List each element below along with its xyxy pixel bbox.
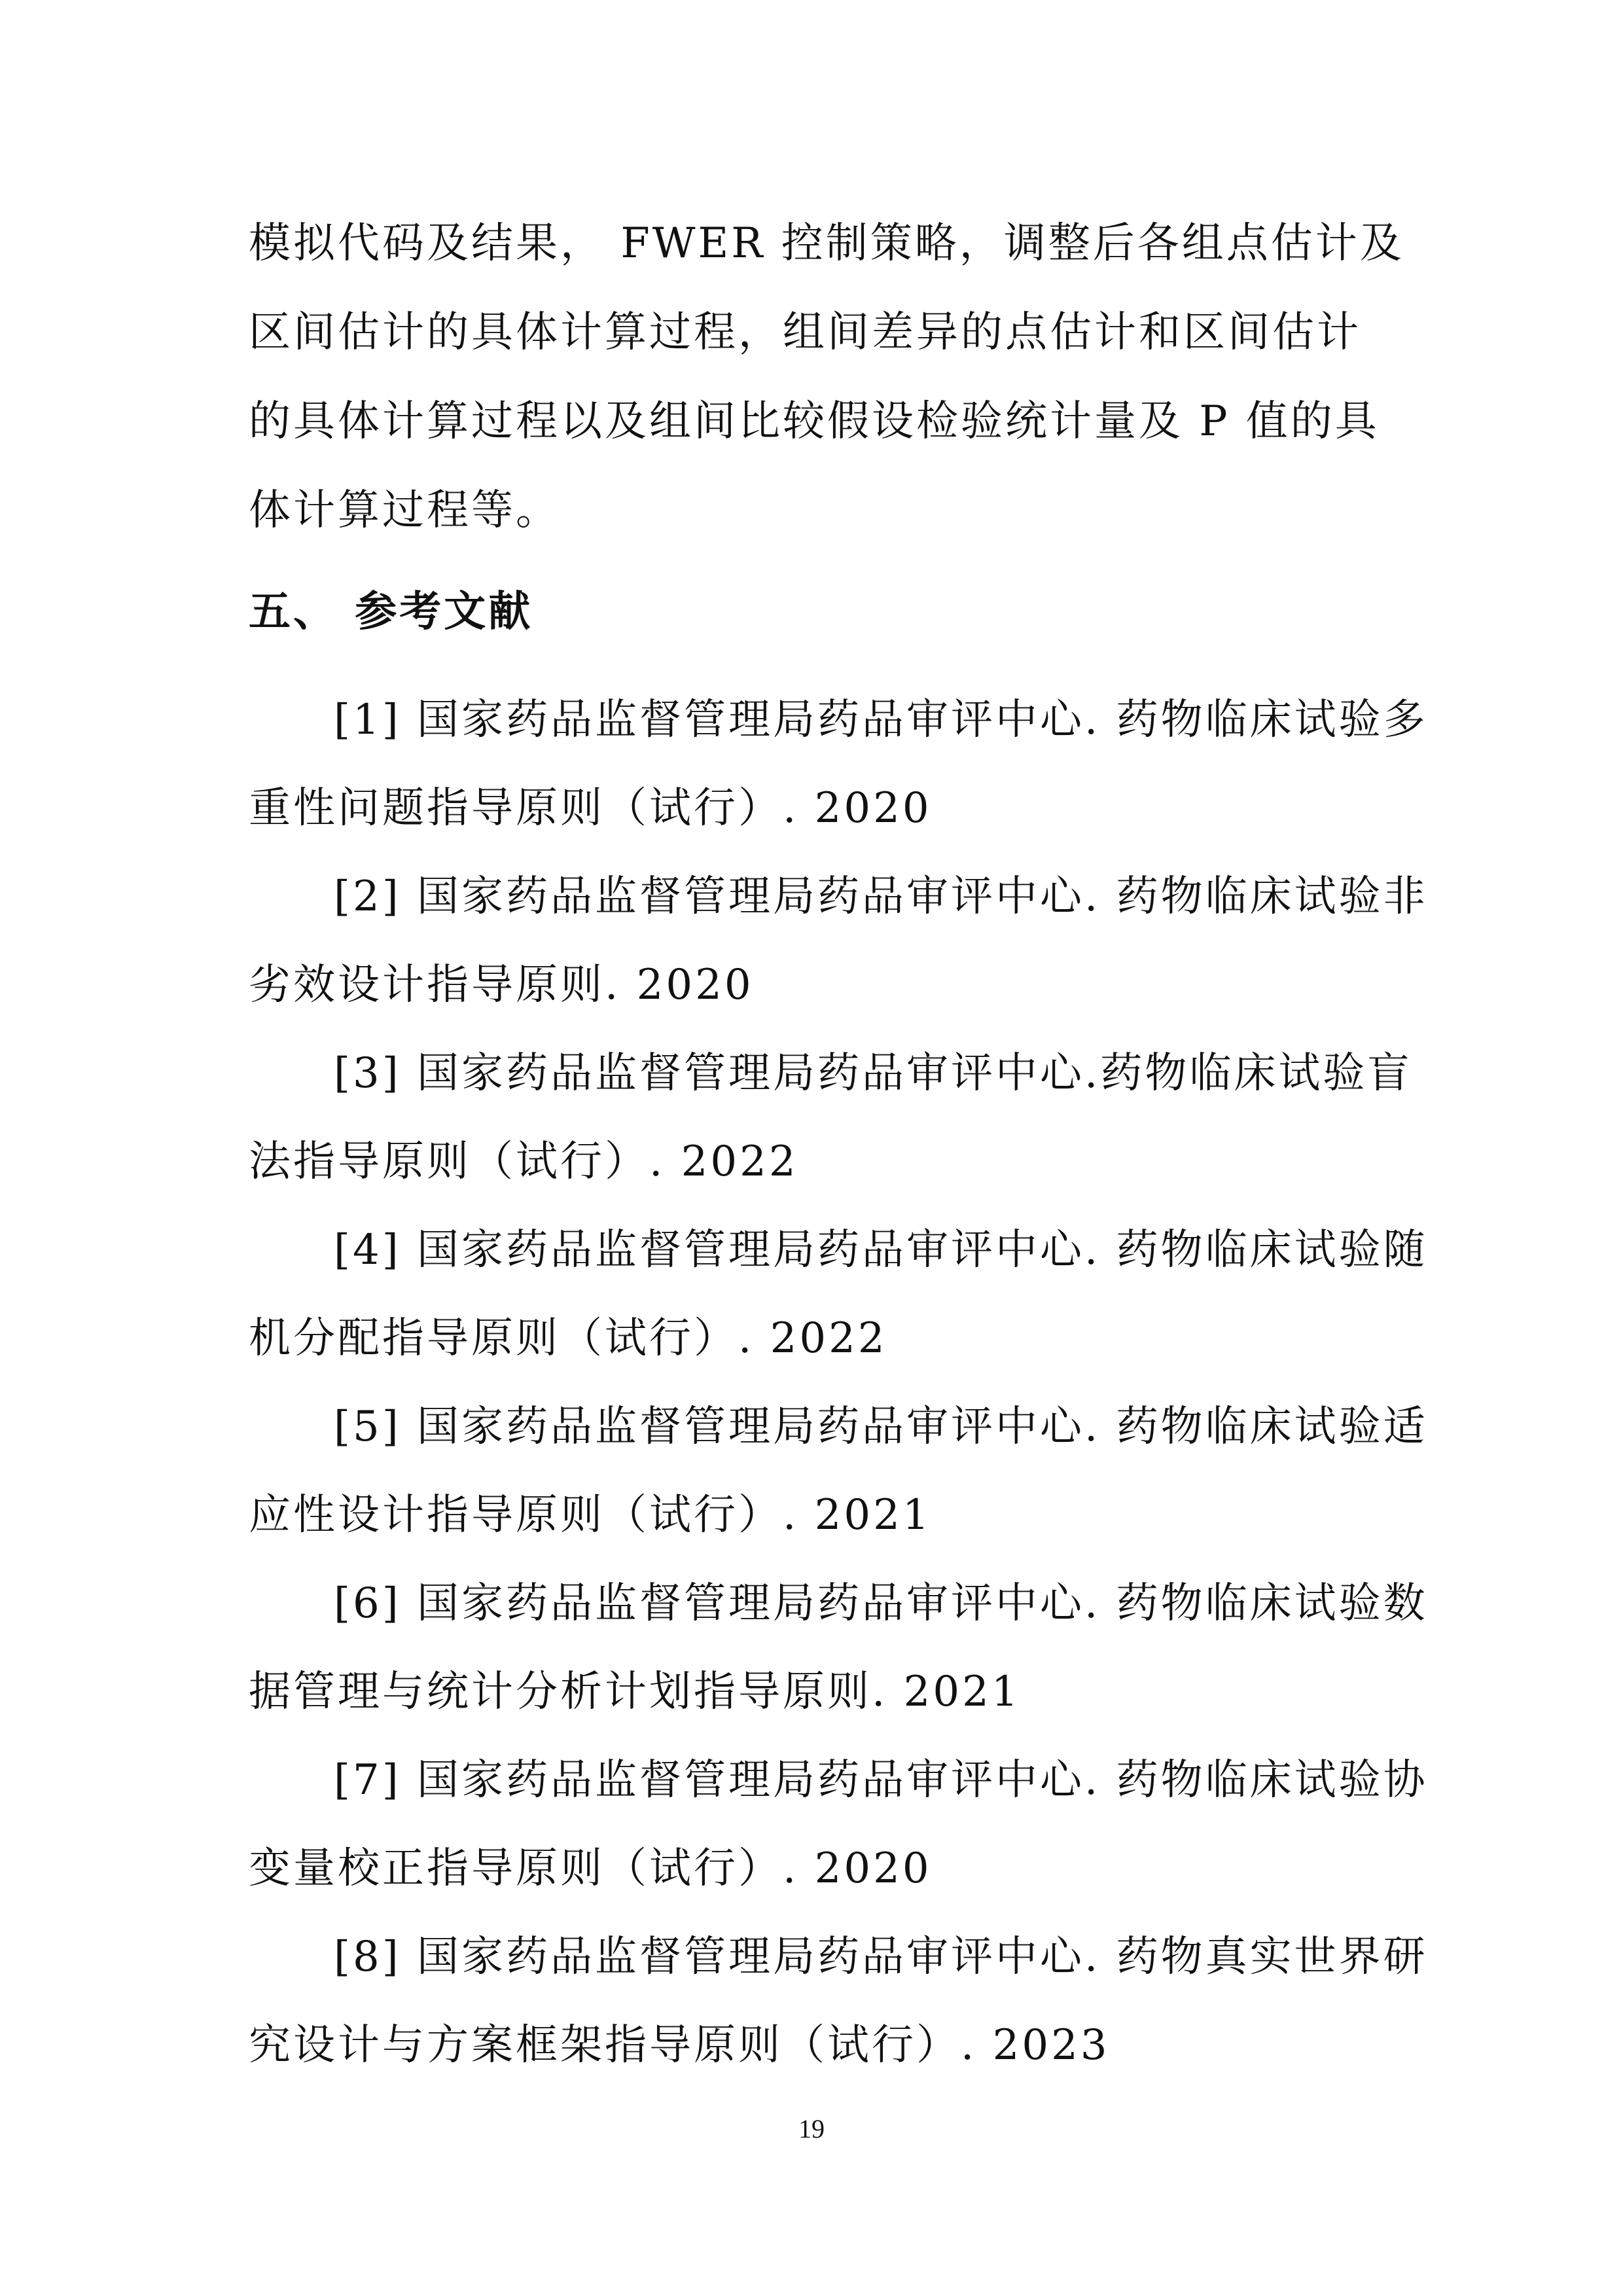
reference-8-line-2: 究设计与方案框架指导原则（试行）. 2023 xyxy=(249,2021,1110,2070)
reference-5-line-1: [5] 国家药品监督管理局药品审评中心. 药物临床试验适 xyxy=(334,1403,1428,1451)
reference-7-line-1: [7] 国家药品监督管理局药品审评中心. 药物临床试验协 xyxy=(334,1756,1428,1804)
reference-2-line-1: [2] 国家药品监督管理局药品审评中心. 药物临床试验非 xyxy=(334,872,1428,921)
reference-8-line-1: [8] 国家药品监督管理局药品审评中心. 药物真实世界研 xyxy=(334,1933,1428,1981)
body-text-line: 体计算过程等。 xyxy=(249,486,560,535)
reference-4-line-2: 机分配指导原则（试行）. 2022 xyxy=(249,1314,887,1363)
reference-2-line-2: 劣效设计指导原则. 2020 xyxy=(249,961,754,1009)
reference-4-line-1: [4] 国家药品监督管理局药品审评中心. 药物临床试验随 xyxy=(334,1226,1428,1274)
body-text-line: 模拟代码及结果， FWER 控制策略，调整后各组点估计及 xyxy=(249,219,1404,268)
reference-6-line-2: 据管理与统计分析计划指导原则. 2021 xyxy=(249,1668,1021,1716)
body-text-line: 区间估计的具体计算过程，组间差异的点估计和区间估计 xyxy=(249,308,1361,357)
reference-7-line-2: 变量校正指导原则（试行）. 2020 xyxy=(249,1844,932,1893)
body-text-line: 的具体计算过程以及组间比较假设检验统计量及 P 值的具 xyxy=(249,397,1380,446)
reference-3-line-1: [3] 国家药品监督管理局药品审评中心.药物临床试验盲 xyxy=(334,1049,1412,1098)
reference-1-line-2: 重性问题指导原则（试行）. 2020 xyxy=(249,784,932,833)
reference-1-line-1: [1] 国家药品监督管理局药品审评中心. 药物临床试验多 xyxy=(334,696,1428,744)
reference-5-line-2: 应性设计指导原则（试行）. 2021 xyxy=(249,1491,932,1539)
reference-3-line-2: 法指导原则（试行）. 2022 xyxy=(249,1138,798,1186)
page-number: 19 xyxy=(798,2114,825,2144)
reference-6-line-1: [6] 国家药品监督管理局药品审评中心. 药物临床试验数 xyxy=(334,1579,1428,1628)
section-heading: 五、 参考文献 xyxy=(249,588,533,636)
